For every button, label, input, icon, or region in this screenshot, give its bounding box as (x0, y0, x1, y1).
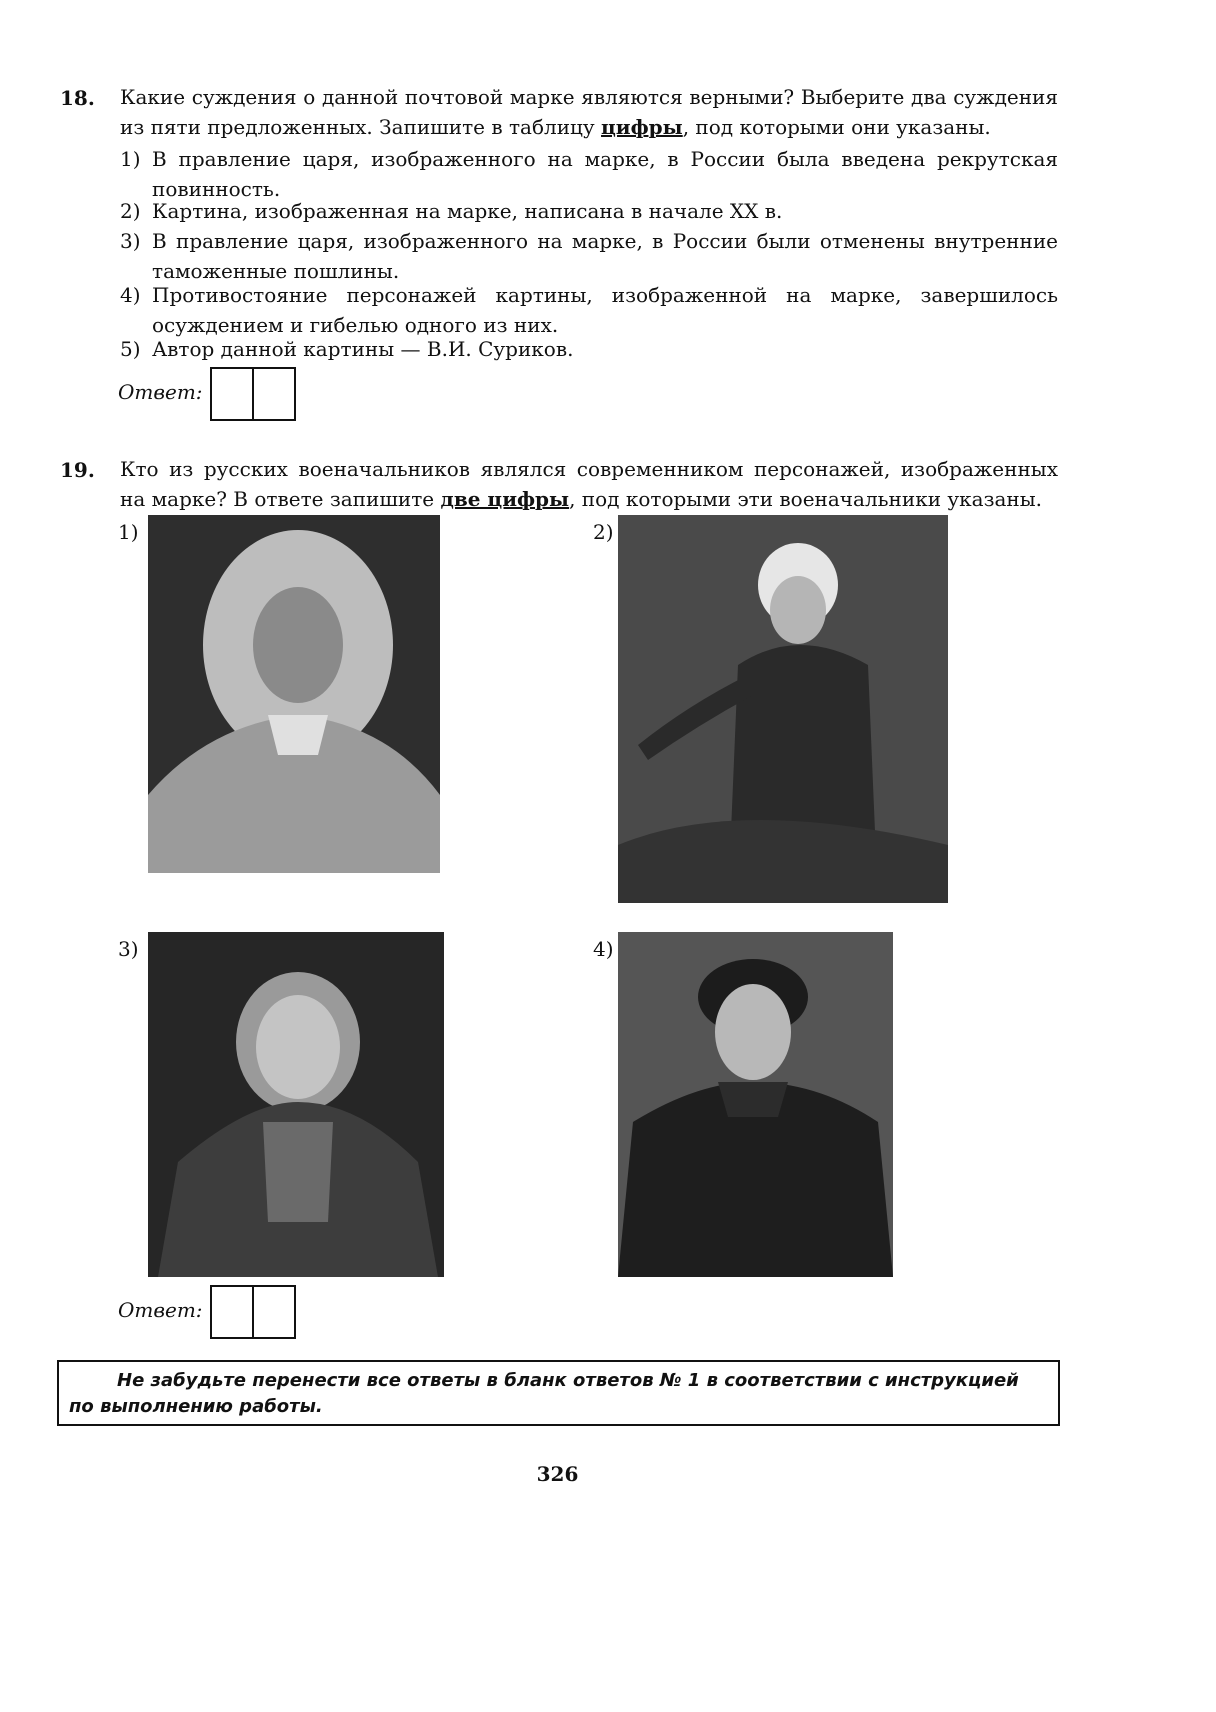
page-number: 326 (536, 1462, 579, 1486)
question-19-number: 19. (60, 458, 95, 482)
question-18-text: Какие суждения о данной почтовой марке являются верными? Выберите два суждения из пяти предложенных. Запишите в таблицу цифры, под которыми они указаны. (120, 85, 1058, 139)
option-3: 3) В правление царя, изображенного на марке, в России были отменены внутренние таможенные пошлины. (120, 229, 1058, 283)
emphasis-two-digits: две цифры (440, 487, 570, 511)
question-18-number: 18. (60, 86, 95, 110)
answer-boxes-19[interactable] (210, 1285, 296, 1339)
answer-label-18: Ответ: (118, 380, 203, 404)
portrait-2-label: 2) (593, 520, 614, 544)
portrait-1-label: 1) (118, 520, 139, 544)
portrait-3-image (148, 932, 444, 1277)
emphasis-digits: цифры (601, 115, 683, 139)
portrait-2-image (618, 515, 948, 903)
notice-text: Не забудьте перенести все ответы в бланк ответов № 1 в соответствии с инструкцией по выполнению работы. (69, 1370, 1019, 1417)
portrait-4-image (618, 932, 893, 1277)
portrait-3-label: 3) (118, 937, 139, 961)
option-2: 2) Картина, изображенная на марке, написана в начале XX в. (120, 199, 783, 223)
answer-cell[interactable] (212, 1287, 252, 1337)
answer-label-19: Ответ: (118, 1298, 203, 1322)
question-19-text: Кто из русских военачальников являлся современником персонажей, изображенных на марке? В ответе запишите две цифры, под которыми эти военачальники указаны. (120, 457, 1058, 511)
portrait-1-image (148, 515, 440, 873)
answer-cell[interactable] (252, 1287, 294, 1337)
option-4: 4) Противостояние персонажей картины, изображенной на марке, завершилось осуждением и гибелью одного из них. (120, 283, 1058, 337)
portrait-4-label: 4) (593, 937, 614, 961)
answer-cell[interactable] (212, 369, 252, 419)
option-5: 5) Автор данной картины — В.И. Суриков. (120, 337, 574, 361)
notice-box (57, 1360, 1060, 1426)
answer-boxes-18[interactable] (210, 367, 296, 421)
answer-cell[interactable] (252, 369, 294, 419)
option-1: 1) В правление царя, изображенного на марке, в России была введена рекрутская повинность. (120, 147, 1058, 201)
